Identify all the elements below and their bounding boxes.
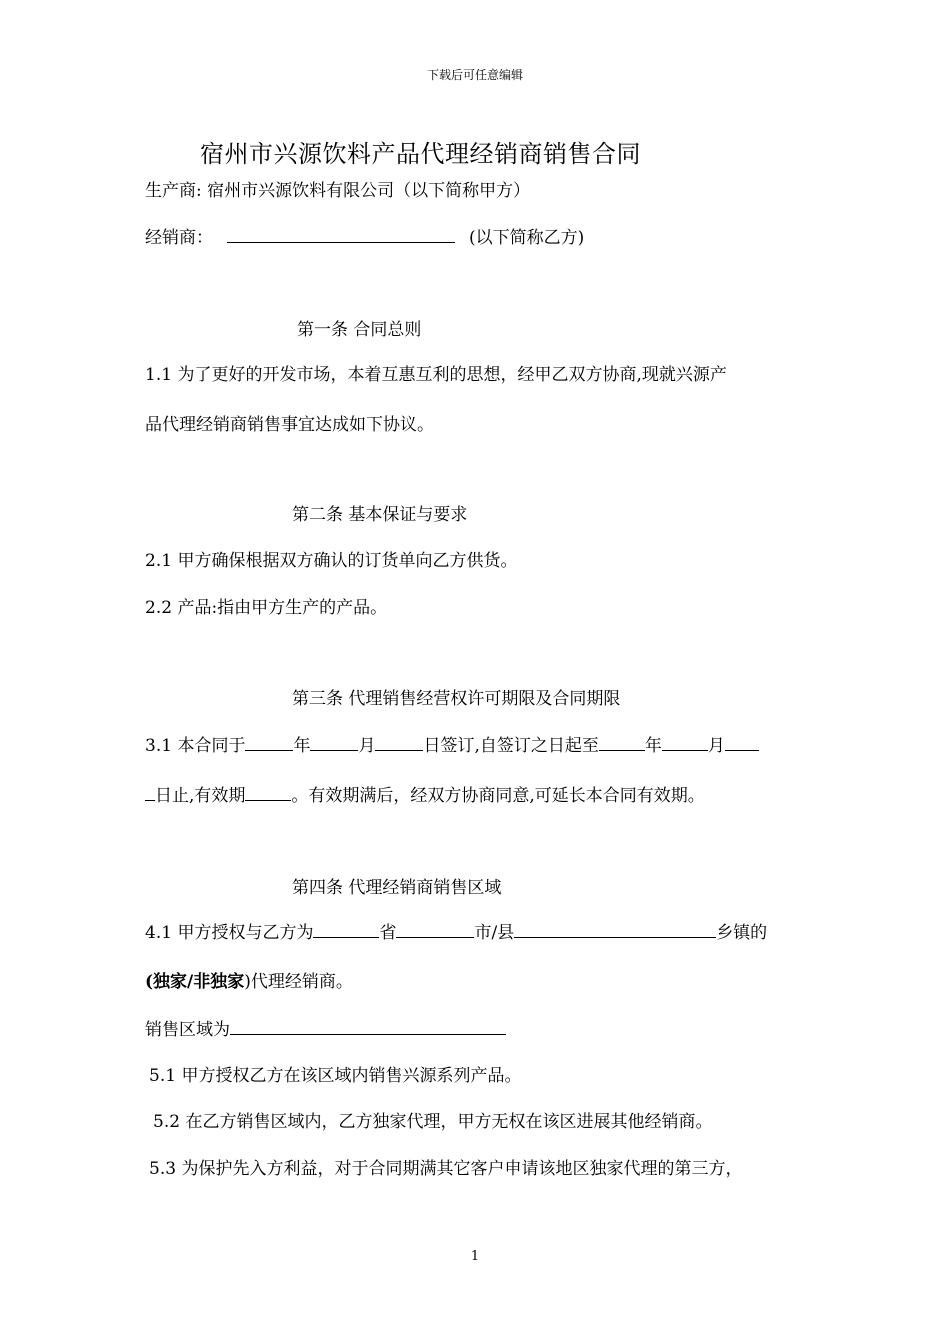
producer-line: 生产商: 宿州市兴源饮料有限公司（以下简称甲方） — [145, 181, 531, 201]
clause-5-3: 5.3 为保护先入方利益，对于合同期满其它客户申请该地区独家代理的第三方， — [149, 1159, 743, 1179]
article3-text: 。有效期满后，经双方协商同意,可延长本合同有效期。 — [291, 786, 705, 806]
year-label: 年 — [293, 736, 311, 756]
month-blank — [310, 733, 358, 751]
article1-heading: 第一条 合同总则 — [297, 320, 422, 340]
province-label: 省 — [379, 923, 397, 943]
article4-text: )代理经销商。 — [244, 972, 353, 992]
article3-text: 3.1 本合同于 — [145, 736, 246, 756]
sales-area-blank — [230, 1017, 506, 1035]
city-blank — [396, 920, 474, 938]
article3-text: 日签订,自签订之日起至 — [423, 736, 599, 756]
end-day-blank — [725, 733, 759, 751]
article1-p1-line2: 品代理经销商销售事宜达成如下协议。 — [145, 415, 434, 435]
end-month-label: 月 — [707, 736, 725, 756]
province-blank — [313, 920, 379, 938]
article4-line2 — [145, 967, 353, 992]
town-label: 乡镇的 — [716, 923, 768, 943]
validity-blank — [245, 783, 291, 801]
sales-area-line — [145, 1015, 506, 1040]
article3-text: 日止,有效期 — [155, 786, 246, 806]
article2-p2: 2.2 产品:指由甲方生产的产品。 — [145, 598, 388, 618]
dealer-label: 经销商： — [145, 228, 213, 248]
clause-5-1: 5.1 甲方授权乙方在该区域内销售兴源系列产品。 — [149, 1066, 522, 1086]
contract-title: 宿州市兴源饮料产品代理经销商销售合同 — [200, 140, 641, 168]
page-number: 1 — [470, 1249, 480, 1264]
article4-text: 4.1 甲方授权与乙方为 — [145, 923, 314, 943]
article2-p1: 2.1 甲方确保根据双方确认的订货单向乙方供货。 — [145, 551, 518, 571]
clause-5-2: 5.2 在乙方销售区域内，乙方独家代理，甲方无权在该区进展其他经销商。 — [153, 1112, 713, 1132]
article4-line1 — [145, 918, 767, 943]
article3-heading: 第三条 代理销售经营权许可期限及合同期限 — [292, 689, 621, 709]
end-year-blank — [599, 733, 645, 751]
article3-line1 — [145, 731, 759, 756]
end-month-blank — [662, 733, 708, 751]
sales-area-label: 销售区域为 — [145, 1020, 230, 1040]
dealer-line — [145, 223, 584, 248]
header-note: 下载后可任意编辑 — [426, 68, 523, 82]
town-blank — [514, 920, 716, 938]
year-blank — [245, 733, 293, 751]
article2-heading: 第二条 基本保证与要求 — [292, 505, 468, 525]
exclusive-option: (独家/非独家 — [145, 972, 245, 992]
city-label: 市/县 — [474, 923, 515, 943]
dealer-suffix: (以下简称乙方) — [469, 228, 585, 248]
day-blank — [375, 733, 423, 751]
month-label: 月 — [358, 736, 376, 756]
dealer-name-blank — [227, 225, 455, 243]
end-year-label: 年 — [644, 736, 662, 756]
end-day-blank-cont — [145, 783, 155, 801]
article1-p1-line1: 1.1 为了更好的开发市场，本着互惠互利的思想，经甲乙双方协商,现就兴源产 — [145, 365, 727, 385]
article4-heading: 第四条 代理经销商销售区域 — [292, 878, 502, 898]
article3-line2 — [145, 781, 705, 806]
